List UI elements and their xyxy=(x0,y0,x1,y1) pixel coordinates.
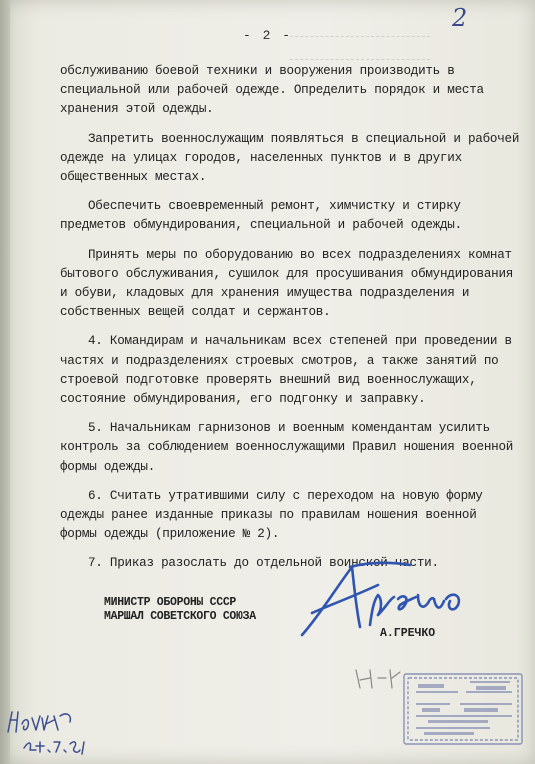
handwritten-note xyxy=(2,690,92,760)
registration-stamp xyxy=(400,668,528,750)
signatory-name: А.ГРЕЧКО xyxy=(380,627,436,640)
paragraph: 7. Приказ разослать до отдельной воинской части. xyxy=(88,556,439,571)
paragraph: Запретить военнослужащим появляться в специальной и рабочей одежде на улицах городов, населенных пунктов и в других общественных местах. xyxy=(60,131,520,185)
binding-margin xyxy=(0,0,10,764)
page-number: - 2 - xyxy=(242,28,292,43)
signatory-title-line: МИНИСТР ОБОРОНЫ СССР xyxy=(104,596,237,609)
paragraph: 5. Начальникам гарнизонов и военным комендантам усилить контроль за соблюдением военнослужащими Правил ношения военной формы одежды. xyxy=(60,421,514,474)
signatory-title xyxy=(104,596,256,624)
pencil-mark xyxy=(352,664,402,694)
paragraph: Принять меры по оборудованию во всех подразделениях комнат бытового обслуживания, сушилок для просушивания обмундирования и обуви, кладовых для хранения имущества подразделения и собственных вещей солдат и сержантов. xyxy=(60,247,514,320)
document-body xyxy=(60,62,520,584)
paragraph: 4. Командирам и начальникам всех степеней при проведении в частях и подразделениях строевых смотров, а также занятий по строевой подготовке проверять внешний вид военнослужащих, состояние обмундирования, его подгонку и заправку. xyxy=(60,334,512,407)
handwritten-page-number: 2 xyxy=(452,4,468,32)
signatory-title-line: МАРШАЛ СОВЕТСКОГО СОЮЗА xyxy=(104,610,256,623)
paragraph: 6. Считать утратившими силу с переходом на новую форму одежды ранее изданные приказы по правилам ношения военной формы одежды (приложение № 2). xyxy=(60,488,483,542)
paragraph: обслуживанию боевой техники и вооружения производить в специальной или рабочей одежде. Определить порядок и места хранения этой одежды. xyxy=(60,64,484,117)
paragraph: Обеспечить своевременный ремонт, химчистку и стирку предметов обмундирования, специальной и рабочей одежды. xyxy=(60,199,462,233)
